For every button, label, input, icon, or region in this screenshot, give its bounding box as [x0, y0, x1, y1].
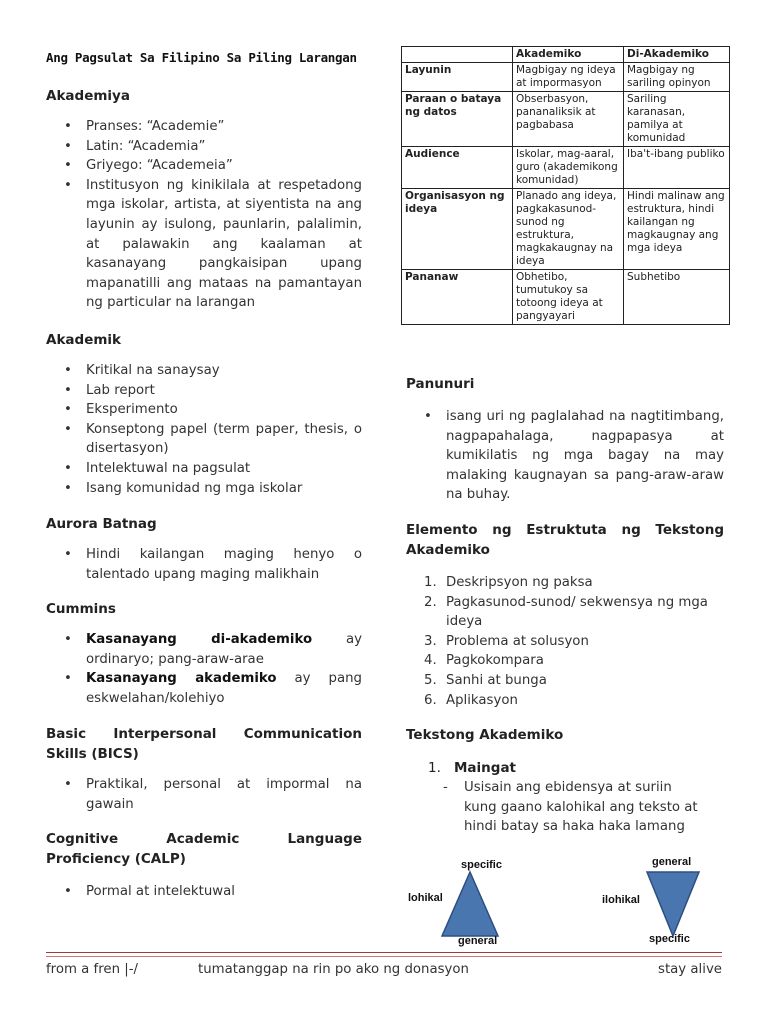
- right-bottom-label: specific: [649, 933, 690, 945]
- table-cell: Sariling karanasan, pamilya at komunidad: [624, 92, 730, 147]
- list-item-text: Pagkasunod-sunod/ sekwensya ng mga ideya: [446, 594, 708, 630]
- table-row-label: Organisasyon ng ideya: [402, 189, 513, 270]
- list-item: • Hindi kailangan maging henyo o talentado upang maging malikhain: [46, 545, 362, 584]
- doc-title: Ang Pagsulat Sa Filipino Sa Piling Larangan: [46, 50, 357, 65]
- list-number: 2.: [424, 594, 437, 610]
- list-item-text: Pagkokompara: [446, 653, 544, 669]
- table-cell: Iskolar, mag-aaral, guro (akademikong komunidad): [513, 147, 624, 189]
- term-description: ay ordinaryo; pang-araw-arae: [86, 632, 362, 667]
- aurora-list: [46, 545, 362, 584]
- table-row-label: Paraan o bataya ng datos: [402, 92, 513, 147]
- heading-panunuri: Panunuri: [406, 376, 475, 392]
- table-row-label: Layunin: [402, 63, 513, 92]
- item-text: Maingat: [454, 760, 517, 776]
- comparison-table: [401, 46, 730, 325]
- sub-item: [406, 778, 724, 837]
- table-row-label: Pananaw: [402, 270, 513, 325]
- table-header-cell: [402, 47, 513, 63]
- section-elemento: [406, 520, 724, 710]
- list-item-text: Aplikasyon: [446, 692, 518, 708]
- list-number: 5.: [424, 672, 437, 688]
- table-row-label: Audience: [402, 147, 513, 189]
- list-item: [406, 593, 724, 632]
- heading-bics: Basic Interpersonal Communication Skills (BICS): [46, 726, 362, 762]
- list-item: • Griyego: “Academeia”: [46, 156, 362, 176]
- table-row: [402, 270, 730, 325]
- triangle-up-icon: [440, 870, 500, 940]
- table-row: [402, 147, 730, 189]
- list-item: • Institusyon ng kinikilala at respetadong mga iskolar, artista, at siyentista na ang layunin ay isulong, paunlarin, palalimin, at palawakin ang kaalaman at kasanayang pangkaisipan upang mapanatilli ang mataas na pamantayan ng particular na larangan: [46, 176, 362, 313]
- left-side-label: lohikal: [408, 892, 443, 904]
- list-item: • Kritikal na sanaysay: [46, 361, 362, 381]
- right-side-label: ilohikal: [602, 894, 640, 906]
- list-item: [406, 651, 724, 671]
- table-row: [402, 189, 730, 270]
- list-number: 1.: [424, 575, 437, 590]
- list-item: [406, 632, 724, 652]
- table-header-cell: Di-Akademiko: [624, 47, 730, 63]
- elemento-list: [406, 573, 724, 710]
- section-calp: [46, 829, 362, 902]
- table-cell: Planado ang ideya, pagkakasunod-sunod ng estruktura, magkakaugnay na ideya: [513, 189, 624, 270]
- list-item: • Pormal at intelektuwal: [46, 882, 362, 902]
- calp-list: [46, 882, 362, 902]
- table-cell: Obhetibo, tumutukoy sa totoong ideya at pangyayari: [513, 270, 624, 325]
- section-cummins: [46, 599, 362, 708]
- table-cell: Obserbasyon, pananaliksik at pagbabasa: [513, 92, 624, 147]
- section-tekstong: [406, 725, 724, 837]
- table-row: [402, 63, 730, 92]
- table-header-cell: Akademiko: [513, 47, 624, 63]
- section-bics: [46, 724, 362, 814]
- list-item-text: Deskripsyon ng paksa: [446, 575, 593, 590]
- list-item: • isang uri ng paglalahad na nagtitimbang, nagpapahalaga, nagpapasya at kumikilatis ng mga bagay na may malaking kaugnayan sa pang-araw-araw na buhay.: [406, 407, 724, 505]
- heading-akademik: Akademik: [46, 332, 122, 348]
- list-item: • Pranses: “Academie”: [46, 117, 362, 137]
- footer-center-text: tumatanggap na rin po ako ng donasyon: [198, 962, 469, 977]
- heading-elemento: Elemento ng Estruktuta ng Tekstong Akademiko: [406, 522, 724, 558]
- list-number: 3.: [424, 633, 437, 649]
- list-item: • Eksperimento: [46, 400, 362, 420]
- list-item: • Praktikal, personal at impormal na gawain: [46, 775, 362, 814]
- table-cell: Iba't-ibang publiko: [624, 147, 730, 189]
- heading-calp: Cognitive Academic Language Proficiency (CALP): [46, 831, 362, 867]
- list-number: 1.: [428, 760, 441, 776]
- table-header-row: [402, 47, 730, 63]
- list-item: • Latin: “Academia”: [46, 137, 362, 157]
- table-cell: Magbigay ng sariling opinyon: [624, 63, 730, 92]
- list-number: 4.: [424, 653, 437, 669]
- dash-marker: -: [443, 780, 448, 795]
- akademik-list: [46, 361, 362, 498]
- table-cell: Hindi malinaw ang estruktura, hindi kailangan ng magkaugnay ang mga ideya: [624, 189, 730, 270]
- triangle-down-icon: [645, 870, 701, 938]
- list-item: • Isang komunidad ng mga iskolar: [46, 479, 362, 499]
- list-item: [46, 669, 362, 708]
- panunuri-list: [406, 407, 724, 505]
- list-item: [406, 691, 724, 711]
- section-panunuri: [406, 374, 724, 505]
- numbered-item: [406, 758, 724, 778]
- list-item-text: Sanhi at bunga: [446, 672, 547, 688]
- section-akademiya: [46, 86, 362, 313]
- list-number: 6.: [424, 692, 437, 708]
- section-akademik: [46, 330, 362, 498]
- footer-right-text: stay alive: [658, 962, 722, 977]
- bics-list: [46, 775, 362, 814]
- footer-divider: [46, 952, 722, 953]
- list-item: • Lab report: [46, 381, 362, 401]
- section-aurora: [46, 514, 362, 584]
- right-top-label: general: [652, 856, 692, 868]
- list-item-text: Problema at solusyon: [446, 633, 589, 649]
- list-item: • Intelektuwal na pagsulat: [46, 459, 362, 479]
- left-top-label: specific: [461, 859, 502, 871]
- sub-item-text: Usisain ang ebidensya at suriin kung gaano kalohikal ang teksto at hindi batay sa haka haka lamang: [464, 780, 698, 835]
- bold-term: Kasanayang di-akademiko: [86, 632, 313, 647]
- akademiya-list: [46, 117, 362, 313]
- list-item: [406, 573, 724, 593]
- heading-cummins: Cummins: [46, 601, 116, 617]
- heading-akademiya: Akademiya: [46, 88, 130, 104]
- heading-tekstong: Tekstong Akademiko: [406, 727, 564, 743]
- list-item: • Konseptong papel (term paper, thesis, o disertasyon): [46, 420, 362, 459]
- bold-term: Kasanayang akademiko: [86, 671, 277, 687]
- table-cell: Subhetibo: [624, 270, 730, 325]
- list-item: [46, 630, 362, 669]
- footer-left-text: from a fren |-/: [46, 962, 138, 977]
- table-row: [402, 92, 730, 147]
- list-item: [406, 671, 724, 691]
- table-cell: Magbigay ng ideya at impormasyon: [513, 63, 624, 92]
- heading-aurora: Aurora Batnag: [46, 516, 157, 532]
- left-bottom-label: general: [458, 935, 498, 947]
- cummins-list: [46, 630, 362, 708]
- term-description: ay pang eskwelahan/kolehiyo: [86, 671, 362, 706]
- footer-divider: [46, 956, 722, 957]
